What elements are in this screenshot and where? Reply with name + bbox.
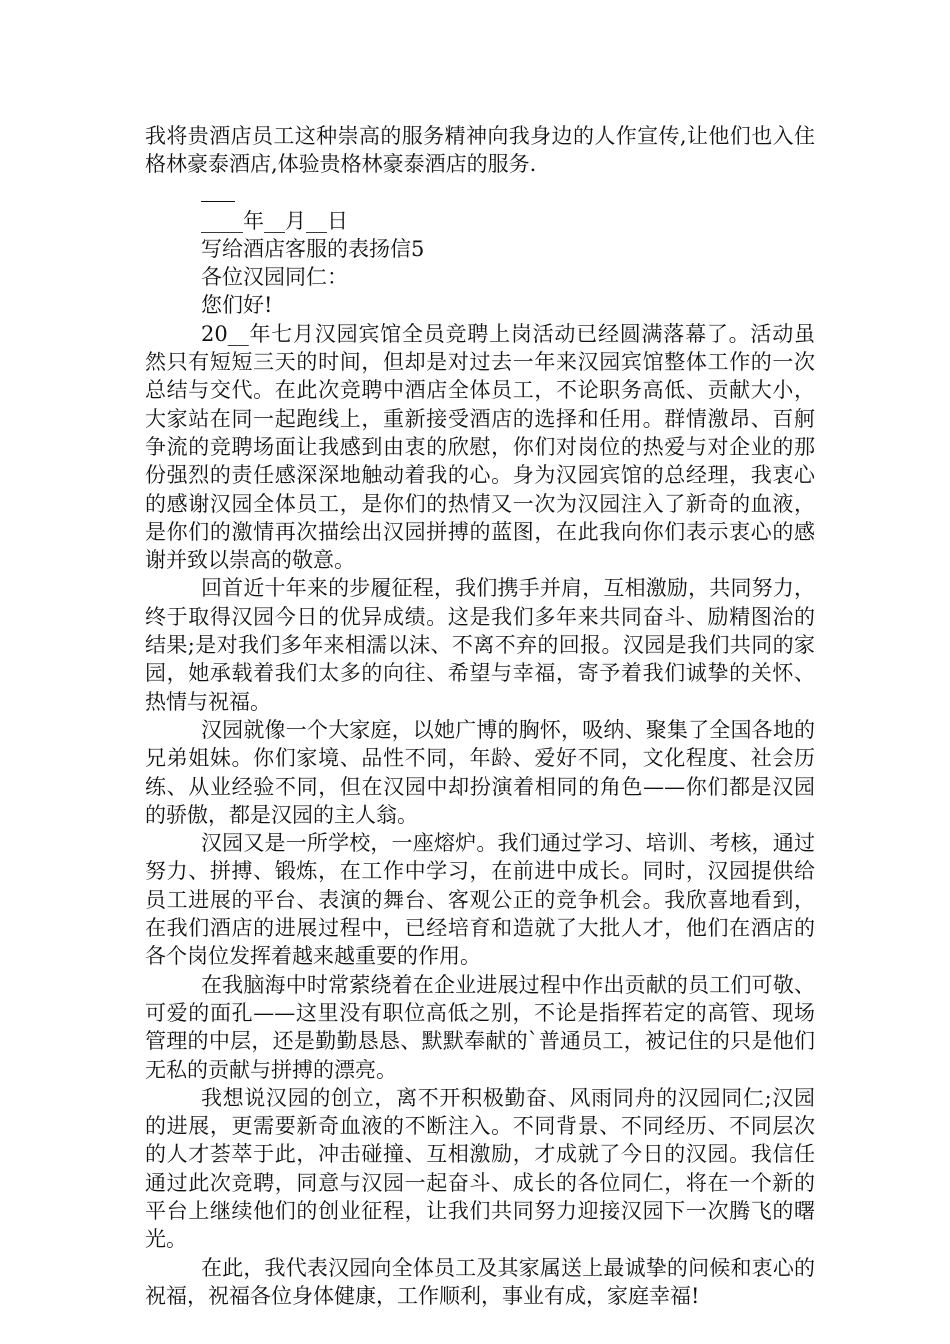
signature-line <box>145 179 815 207</box>
greeting: 您们好! <box>201 293 273 318</box>
body-paragraph: 在我脑海中时常萦绕着在企业进展过程中作出贡献的员工们可敬、可爱的面孔——这里没有职位高低之别，不论是指挥若定的高管、现场管理的中层，还是勤勤恳恳、默默奉献的`普通员工，被记住的只是他们无私的贡献与拼搏的漂亮。 <box>145 972 815 1082</box>
salutation: 各位汉园同仁： <box>201 265 348 290</box>
letter-title: 写给酒店客服的表扬信5 <box>201 236 425 261</box>
opening-paragraph: 我将贵酒店员工这种崇高的服务精神向我身边的人作宣传,让他们也入住格林豪泰酒店,体验贵格林豪泰酒店的服务. <box>145 124 815 177</box>
body-paragraph: 汉园又是一所学校，一座熔炉。我们通过学习、培训、考核，通过努力、拼搏、锻炼，在工作中学习，在前进中成长。同时，汉园提供给员工进展的平台、表演的舞台、客观公正的竞争机会。我欣喜地看到，在我们酒店的进展过程中，已经培育和造就了大批人才，他们在酒店的各个岗位发挥着越来越重要的作用。 <box>145 831 815 969</box>
document-body <box>145 122 815 1310</box>
body-paragraph: 我想说汉园的创立，离不开积极勤奋、风雨同舟的汉园同仁;汉园的进展，更需要新奇血液的不断注入。不同背景、不同经历、不同层次的人才荟萃于此，冲击碰撞、互相激励，才成就了今日的汉园。我信任通过此次竞聘，同意与汉园一起奋斗、成长的各位同仁，将在一个新的平台上继续他们的创业征程，让我们共同努力迎接汉园下一次腾飞的曙光。 <box>145 1085 815 1252</box>
body-paragraph: 在此，我代表汉园向全体员工及其家属送上最诚挚的问候和衷心的祝福，祝福各位身体健康，工作顺利，事业有成，家庭幸福! <box>145 1255 815 1308</box>
body-paragraph: 20__年七月汉园宾馆全员竞聘上岗活动已经圆满落幕了。活动虽然只有短短三天的时间，但却是对过去一年来汉园宾馆整体工作的一次总结与交代。在此次竞聘中酒店全体员工，不论职务高低、贡献大小，大家站在同一起跑线上，重新接受酒店的选择和任用。群情激昂、百舸争流的竞聘场面让我感到由衷的欣慰，你们对岗位的热爱与对企业的那份强烈的责任感深深地触动着我的心。身为汉园宾馆的总经理，我衷心的感谢汉园全体员工，是你们的热情又一次为汉园注入了新奇的血液，是你们的激情再次描绘出汉园拼搏的蓝图，在此我向你们表示衷心的感谢并致以崇高的敬意。 <box>145 321 815 573</box>
body-paragraph: 汉园就像一个大家庭，以她广博的胸怀，吸纳、聚集了全国各地的兄弟姐妹。你们家境、品性不同，年龄、爱好不同，文化程度、社会历练、从业经验不同，但在汉园中却扮演着相同的角色——你们都是汉园的骄傲，都是汉园的主人翁。 <box>145 717 815 827</box>
date-line: ____年__月__日 <box>201 208 348 233</box>
signature-rule <box>201 201 235 202</box>
body-paragraph: 回首近十年来的步履征程，我们携手并肩，互相激励，共同努力，终于取得汉园今日的优异成绩。这是我们多年来共同奋斗、励精图治的结果;是对我们多年来相濡以沫、不离不弃的回报。汉园是我们共同的家园，她承载着我们太多的向往、希望与幸福，寄予着我们诚挚的关怀、热情与祝福。 <box>145 576 815 714</box>
